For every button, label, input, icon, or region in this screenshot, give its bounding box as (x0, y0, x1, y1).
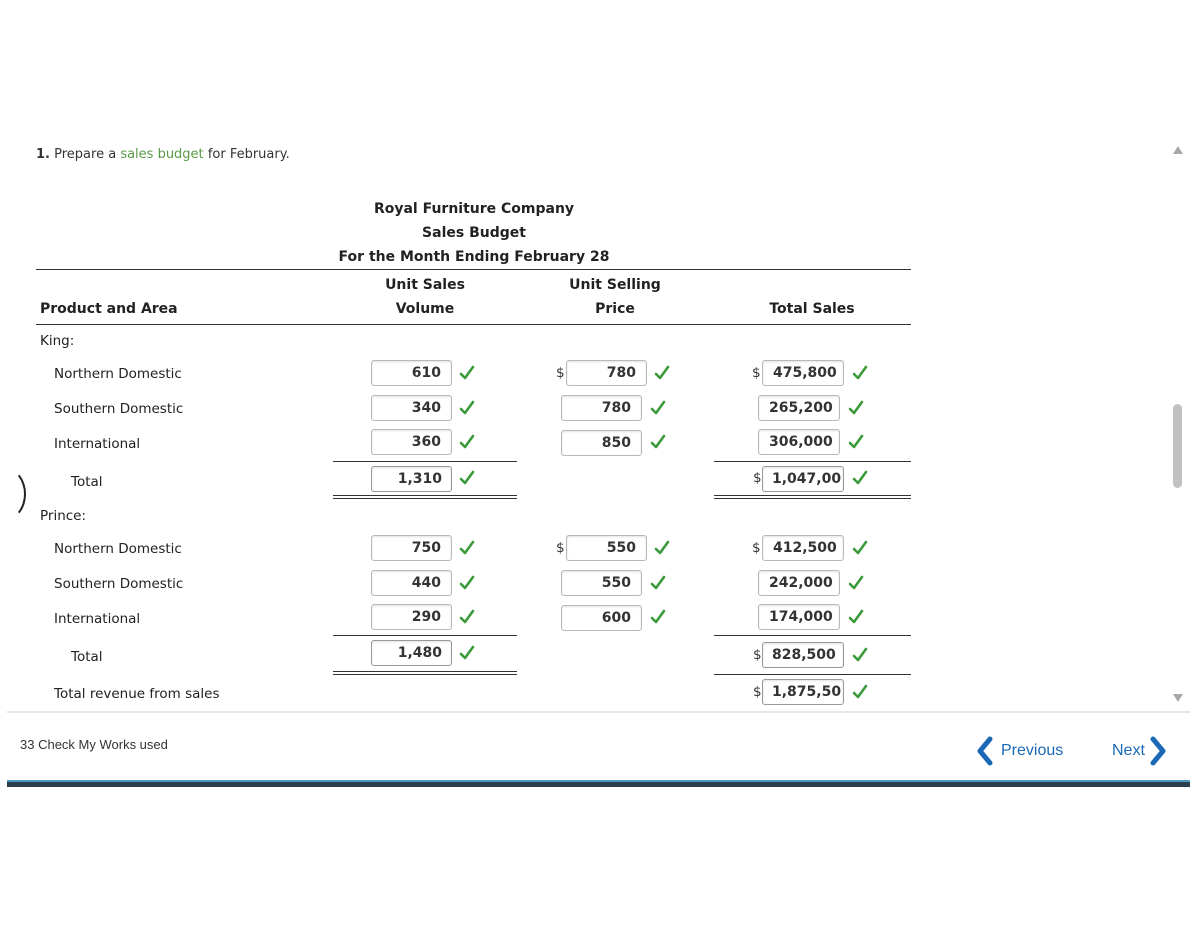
row-label-total: Total (71, 474, 103, 490)
volume-input[interactable]: 360 (371, 429, 452, 455)
check-icon (848, 400, 864, 416)
col-volume-line1: Unit Sales (385, 277, 465, 293)
check-icon (650, 400, 666, 416)
total-input[interactable]: 475,800 (762, 360, 844, 386)
subtotal-rule (714, 635, 911, 636)
header-bottom-rule (36, 324, 911, 325)
check-icon (848, 575, 864, 591)
row-label: International (54, 436, 141, 452)
row-label-total: Total (71, 649, 103, 665)
total-sales-input[interactable]: 828,500 (762, 642, 844, 668)
sales-budget-link[interactable]: sales budget (120, 147, 204, 162)
chevron-left-icon (975, 736, 995, 766)
total-input[interactable]: 242,000 (758, 570, 840, 596)
volume-total-input[interactable]: 1,480 (371, 640, 452, 666)
total-input[interactable]: 265,200 (758, 395, 840, 421)
check-icon (459, 540, 475, 556)
scrollbar-thumb[interactable] (1173, 404, 1182, 488)
price-input[interactable]: 550 (566, 535, 647, 561)
col-price-line2: Price (595, 301, 635, 317)
previous-button[interactable] (975, 735, 1067, 767)
double-rule (333, 671, 517, 675)
check-icon (459, 575, 475, 591)
check-icon (459, 434, 475, 450)
check-icon (852, 365, 868, 381)
check-my-works-count: 33 Check My Works used (20, 737, 168, 752)
total-sales-input[interactable]: 1,047,00 (762, 466, 844, 492)
grand-total-label: Total revenue from sales (54, 686, 220, 702)
dollar-sign: $ (753, 684, 762, 700)
volume-input[interactable]: 340 (371, 395, 452, 421)
chevron-right-icon (1148, 736, 1168, 766)
volume-input[interactable]: 750 (371, 535, 452, 561)
grand-total-input[interactable]: 1,875,50 (762, 679, 844, 705)
row-label: International (54, 611, 141, 627)
check-icon (459, 400, 475, 416)
check-icon (848, 609, 864, 625)
col-volume-line2: Volume (395, 301, 455, 317)
price-input[interactable]: 780 (566, 360, 647, 386)
row-label: Southern Domestic (54, 576, 184, 592)
scroll-down-icon[interactable] (1173, 694, 1183, 702)
check-icon (459, 365, 475, 381)
row-label: Northern Domestic (54, 541, 182, 557)
double-rule (333, 495, 517, 499)
check-icon (459, 609, 475, 625)
dollar-sign: $ (752, 540, 761, 556)
volume-input[interactable]: 290 (371, 604, 452, 630)
total-input[interactable]: 306,000 (758, 429, 840, 455)
check-icon (852, 684, 868, 700)
volume-input[interactable]: 610 (371, 360, 452, 386)
category-prince: Prince: (40, 508, 87, 524)
check-icon (654, 540, 670, 556)
check-icon (654, 365, 670, 381)
check-icon (848, 434, 864, 450)
total-input[interactable]: 174,000 (758, 604, 840, 630)
category-king: King: (40, 333, 75, 349)
dollar-sign: $ (556, 540, 565, 556)
next-button[interactable] (1110, 735, 1170, 767)
col-total: Total Sales (769, 301, 855, 317)
dollar-sign: $ (752, 365, 761, 381)
header-top-rule (36, 269, 911, 270)
question-number: 1. (36, 147, 50, 162)
check-icon (852, 470, 868, 486)
check-icon (459, 645, 475, 661)
price-input[interactable]: 600 (561, 605, 642, 631)
company-name: Royal Furniture Company (373, 201, 575, 217)
budget-period: For the Month Ending February 28 (338, 249, 610, 265)
subtotal-rule (333, 635, 517, 636)
budget-title: Sales Budget (422, 225, 526, 241)
double-rule (714, 495, 911, 499)
dollar-sign: $ (556, 365, 565, 381)
subtotal-rule (333, 461, 517, 462)
price-input[interactable]: 850 (561, 430, 642, 456)
check-icon (852, 540, 868, 556)
subtotal-rule (714, 461, 911, 462)
check-icon (459, 470, 475, 486)
check-icon (650, 434, 666, 450)
price-input[interactable]: 780 (561, 395, 642, 421)
check-icon (650, 609, 666, 625)
question-line (36, 147, 290, 162)
previous-label: Previous (1001, 742, 1064, 759)
bottom-bar (7, 780, 1190, 787)
subtotal-rule (714, 674, 911, 675)
question-prefix: Prepare a (54, 147, 117, 162)
volume-total-input[interactable]: 1,310 (371, 466, 452, 492)
price-input[interactable]: 550 (561, 570, 642, 596)
check-icon (852, 647, 868, 663)
row-label: Southern Domestic (54, 401, 184, 417)
scroll-up-icon[interactable] (1173, 146, 1183, 154)
total-input[interactable]: 412,500 (762, 535, 844, 561)
question-suffix: for February. (207, 147, 290, 162)
row-label: Northern Domestic (54, 366, 182, 382)
col-price-line1: Unit Selling (569, 277, 661, 293)
check-icon (650, 575, 666, 591)
col-product: Product and Area (40, 301, 178, 317)
volume-input[interactable]: 440 (371, 570, 452, 596)
page-edge-arc (0, 468, 26, 520)
next-label: Next (1112, 742, 1145, 759)
footer-divider (7, 711, 1190, 713)
dollar-sign: $ (753, 470, 762, 486)
dollar-sign: $ (753, 647, 762, 663)
